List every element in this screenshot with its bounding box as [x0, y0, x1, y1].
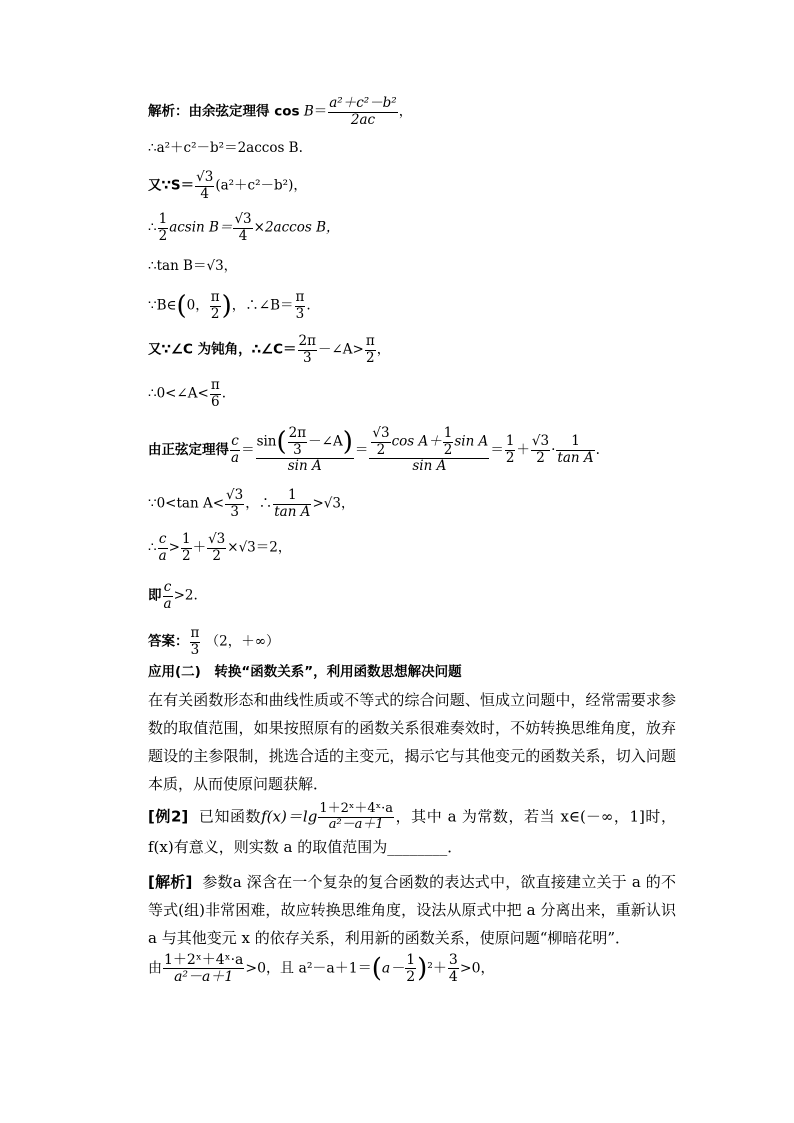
solution-line-10: ∵0<tan A< $\frac{√3}{3}$ ，∴ $\frac{1}{\text{tan A}}$ >√3，	[148, 487, 355, 520]
solution-line-12: 即 $\frac{c}{a}$ >2.	[148, 579, 198, 612]
answer-line: 答案： $\frac{\pi}{3}$ （2，＋∞）	[148, 625, 280, 658]
section-body: 在有关函数形态和曲线性质或不等式的综合问题、恒成立问题中，经常需要求参数的取值范围，如果按照原有的函数关系很难奏效时，不妨转换思维角度，放弃题设的主参限制，挑选合适的主变元，揭示它与其他变元的函数关系，切入问题本质，从而使原问题获解．	[148, 691, 676, 793]
solution-label: 解析：	[148, 103, 189, 120]
solution-line-3: 又∵S＝ $\frac{√3}{4}$ (a²＋c²－b²)，	[148, 169, 307, 202]
solution-line-2: ∴a²＋c²－b²＝2accos B.	[148, 140, 303, 156]
solution-line-11: ∴ $\frac{c}{a}$ > $\frac{1}{2}$ ＋ $\frac{√3}{2}$ ×√3＝2，	[148, 531, 292, 564]
section-heading: 应用(二) 转换“函数关系”，利用函数思想解决问题	[148, 664, 462, 680]
analysis: [解析] 参数a 深含在一个复杂的复合函数的表达式中，欲直接建立关于 a 的不等式(组)非常困难，故应转换思维角度，设法从原式中把 a 分离出来，重新认识 a 与其他变元 x 的依存关系，利用新的函数关系，使原问题“柳暗花明”．	[148, 873, 676, 947]
solution-line-9: 由正弦定理得 $\frac{c}{a}$ ＝ sin( $\frac{2\pi}{3}$ －∠A) sin A ＝ $\frac{√3}{2}$ cos A＋ $\frac{1}{2}$ sin A sin A ＝ $\frac{1}{2}$ ＋ $\frac{√3}{2}$ · $\frac{1}{\text{tan A}}$ .	[148, 425, 600, 475]
answer-label: 答案：	[148, 633, 189, 650]
fraction: $\frac{\text{a²＋c²－b²}}{2ac}$	[329, 95, 397, 128]
example-label: [例2]	[148, 807, 189, 826]
solution-line-1: 解析：由余弦定理得 cos B＝ $\frac{\text{a²＋c²－b²}}{2ac}$ ，	[148, 95, 413, 128]
solution-line-7: 又∵∠C 为钝角，∴∠C＝ $\frac{2\pi}{3}$ －∠A> $\frac{\pi}{2}$ ，	[148, 333, 391, 366]
solution-line-6: ∵B∈(0， $\frac{\pi}{2}$ )，∴∠B＝ $\frac{\pi}{3}$ .	[148, 289, 311, 322]
solution-line-5: ∴tan B＝√3，	[148, 258, 238, 274]
analysis-last-line: 由 $\frac{\text{1＋2ˣ＋4ˣ·a}}{\text{a²－a＋1}}$ >0，且 a²－a＋1＝(a－ $\frac{1}{2}$ )²＋ $\frac{3}{4}$ >0，	[148, 952, 495, 986]
analysis-label: [解析]	[148, 873, 193, 891]
example-2: [例2] 已知函数f(x)＝lg $\frac{\text{1＋2ˣ＋4ˣ·a}}{\text{a²－a＋1}}$ ，其中 a 为常数，若当 x∈(－∞，1]时，f(x)有意义，则实数 a 的取值范围为________．	[148, 801, 676, 856]
solution-line-4: ∴ $\frac{1}{2}$ acsin B＝ $\frac{√3}{4}$ ×2accos B，	[148, 211, 340, 244]
solution-line-8: ∴0<∠A< $\frac{\pi}{6}$ .	[148, 377, 227, 410]
